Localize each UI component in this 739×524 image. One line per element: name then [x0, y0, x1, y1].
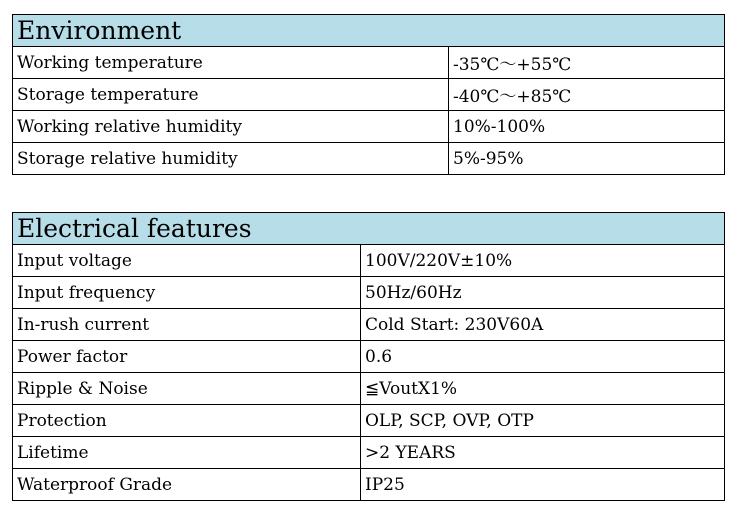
table-row [13, 373, 725, 405]
table-row [13, 277, 725, 309]
table-row [13, 245, 725, 277]
electrical-title: Electrical features [13, 213, 725, 245]
table-row [13, 469, 725, 501]
row-label: Working relative humidity [13, 111, 449, 143]
row-value: 10%-100% [449, 111, 725, 143]
table-row [13, 437, 725, 469]
row-label: In-rush current [13, 309, 361, 341]
environment-header-row [13, 15, 725, 47]
row-value: IP25 [361, 469, 725, 501]
table-row [13, 405, 725, 437]
row-value: -35℃～+55℃ [449, 47, 725, 79]
row-value: Cold Start: 230V60A [361, 309, 725, 341]
row-label: Working temperature [13, 47, 449, 79]
table-row [13, 143, 725, 175]
environment-table [12, 14, 725, 175]
table-row [13, 47, 725, 79]
row-label: Protection [13, 405, 361, 437]
row-value: ≦VoutX1% [361, 373, 725, 405]
row-label: Storage temperature [13, 79, 449, 111]
row-label: Input frequency [13, 277, 361, 309]
table-row [13, 111, 725, 143]
row-value: 50Hz/60Hz [361, 277, 725, 309]
electrical-header-row [13, 213, 725, 245]
table-row [13, 341, 725, 373]
table-row [13, 309, 725, 341]
row-label: Power factor [13, 341, 361, 373]
row-value: 100V/220V±10% [361, 245, 725, 277]
row-label: Input voltage [13, 245, 361, 277]
row-value: 0.6 [361, 341, 725, 373]
row-label: Lifetime [13, 437, 361, 469]
table-row [13, 79, 725, 111]
row-value: 5%-95% [449, 143, 725, 175]
row-value: -40℃～+85℃ [449, 79, 725, 111]
electrical-features-table [12, 212, 725, 501]
row-value: >2 YEARS [361, 437, 725, 469]
row-value: OLP, SCP, OVP, OTP [361, 405, 725, 437]
row-label: Ripple & Noise [13, 373, 361, 405]
row-label: Storage relative humidity [13, 143, 449, 175]
environment-title: Environment [13, 15, 725, 47]
row-label: Waterproof Grade [13, 469, 361, 501]
